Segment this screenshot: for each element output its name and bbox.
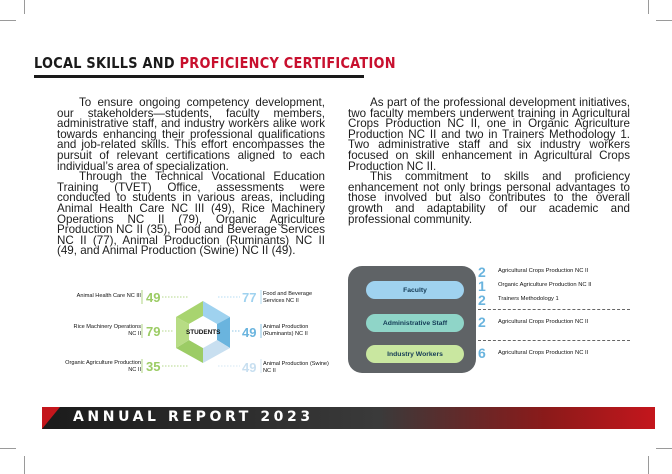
title-underline xyxy=(34,75,364,78)
page-title-part2: PROFICIENCY CERTIFICATION xyxy=(179,54,396,72)
group-pill-faculty: Faculty xyxy=(366,281,464,299)
faculty-count-organic-agri: 1 xyxy=(478,278,486,294)
chart-label-rice-machinery: Rice Machinery Operations NC II xyxy=(73,324,141,337)
footer-accent xyxy=(42,407,60,429)
crop-mark xyxy=(656,20,672,21)
faculty-item-agri-crops: Agricultural Crops Production NC II xyxy=(498,268,589,274)
group-divider xyxy=(478,309,630,310)
chart-value-animal-health: 49 xyxy=(146,290,161,305)
admin-item-agri-crops: Agricultural Crops Production NC II xyxy=(498,319,589,325)
crop-mark xyxy=(648,456,649,474)
group-divider xyxy=(478,340,630,341)
page-title xyxy=(34,54,396,72)
right-paragraph-1: As part of the professional development initiatives, two faculty members underwent training in Agricultural Crops Production NC II, one in Organic Agriculture Production NC II and two in Trainers Methodology 1. Two administrative staff and six industry workers focused on skill enhancement in Agricultural Crops Production NC II. xyxy=(348,96,630,173)
chart-value-food-beverage: 77 xyxy=(242,290,257,305)
faculty-count-trainers: 2 xyxy=(478,292,486,308)
chart-label-ruminants: Animal Production (Ruminants) NC II xyxy=(263,324,309,337)
chart-label-swine: Animal Production (Swine) NC II xyxy=(263,361,329,374)
crop-mark xyxy=(648,0,649,14)
chart-label-organic-agri: Organic Agriculture Production NC II xyxy=(65,360,141,373)
crop-mark xyxy=(0,20,16,21)
industry-count-agri-crops: 6 xyxy=(478,345,486,361)
group-pill-industry-workers: Industry Workers xyxy=(366,345,464,363)
chart-label-animal-health: Animal Health Care NC III xyxy=(76,293,141,299)
chart-value-ruminants: 49 xyxy=(242,325,257,340)
faculty-count-agri-crops: 2 xyxy=(478,264,486,280)
crop-mark xyxy=(24,456,25,474)
footer-title: ANNUAL REPORT 2023 xyxy=(73,409,314,425)
right-column xyxy=(348,98,630,225)
group-pill-admin-staff: Administrative Staff xyxy=(366,314,464,332)
left-column xyxy=(57,98,325,257)
left-paragraph-1: To ensure ongoing competency development, our stakeholders—students, faculty members, administrative staff, and industry workers alike work towards enhancing their professional qualifications and job-related skills. This effort encompasses the pursuit of relevant certifications aligned to each individual’s area of specialization. xyxy=(57,96,325,173)
chart-value-rice-machinery: 79 xyxy=(146,324,161,339)
crop-mark xyxy=(0,448,16,449)
admin-count-agri-crops: 2 xyxy=(478,314,486,330)
chart-label-food-beverage: Food and Beverage Services NC II xyxy=(263,291,313,304)
chart-value-organic-agri: 35 xyxy=(146,359,161,374)
students-center-label: STUDENTS xyxy=(186,329,221,336)
crop-mark xyxy=(656,448,672,449)
right-paragraph-2: This commitment to skills and proficiency enhancement not only brings personal advantages to those involved but also contributes to the overall growth and adaptability of our academic and professional community. xyxy=(348,170,630,226)
faculty-item-organic-agri: Organic Agriculture Production NC II xyxy=(498,282,592,288)
page-title-part1: LOCAL SKILLS AND xyxy=(34,54,180,72)
left-paragraph-2: Through the Technical Vocational Education Training (TVET) Office, assessments were conducted to students in various areas, including Animal Health Care NC III (49), Rice Machinery Operations NC II (79), Organic Agriculture Production NC II (35), Food and Beverage Services NC II (77), Animal Production (Ruminants) NC II (49, and Animal Production (Swine) NC II (49). xyxy=(57,170,325,258)
industry-item-agri-crops: Agricultural Crops Production NC II xyxy=(498,350,589,356)
crop-mark xyxy=(24,0,25,14)
faculty-item-trainers: Trainers Methodology 1 xyxy=(498,296,559,302)
chart-value-swine: 49 xyxy=(242,360,257,375)
